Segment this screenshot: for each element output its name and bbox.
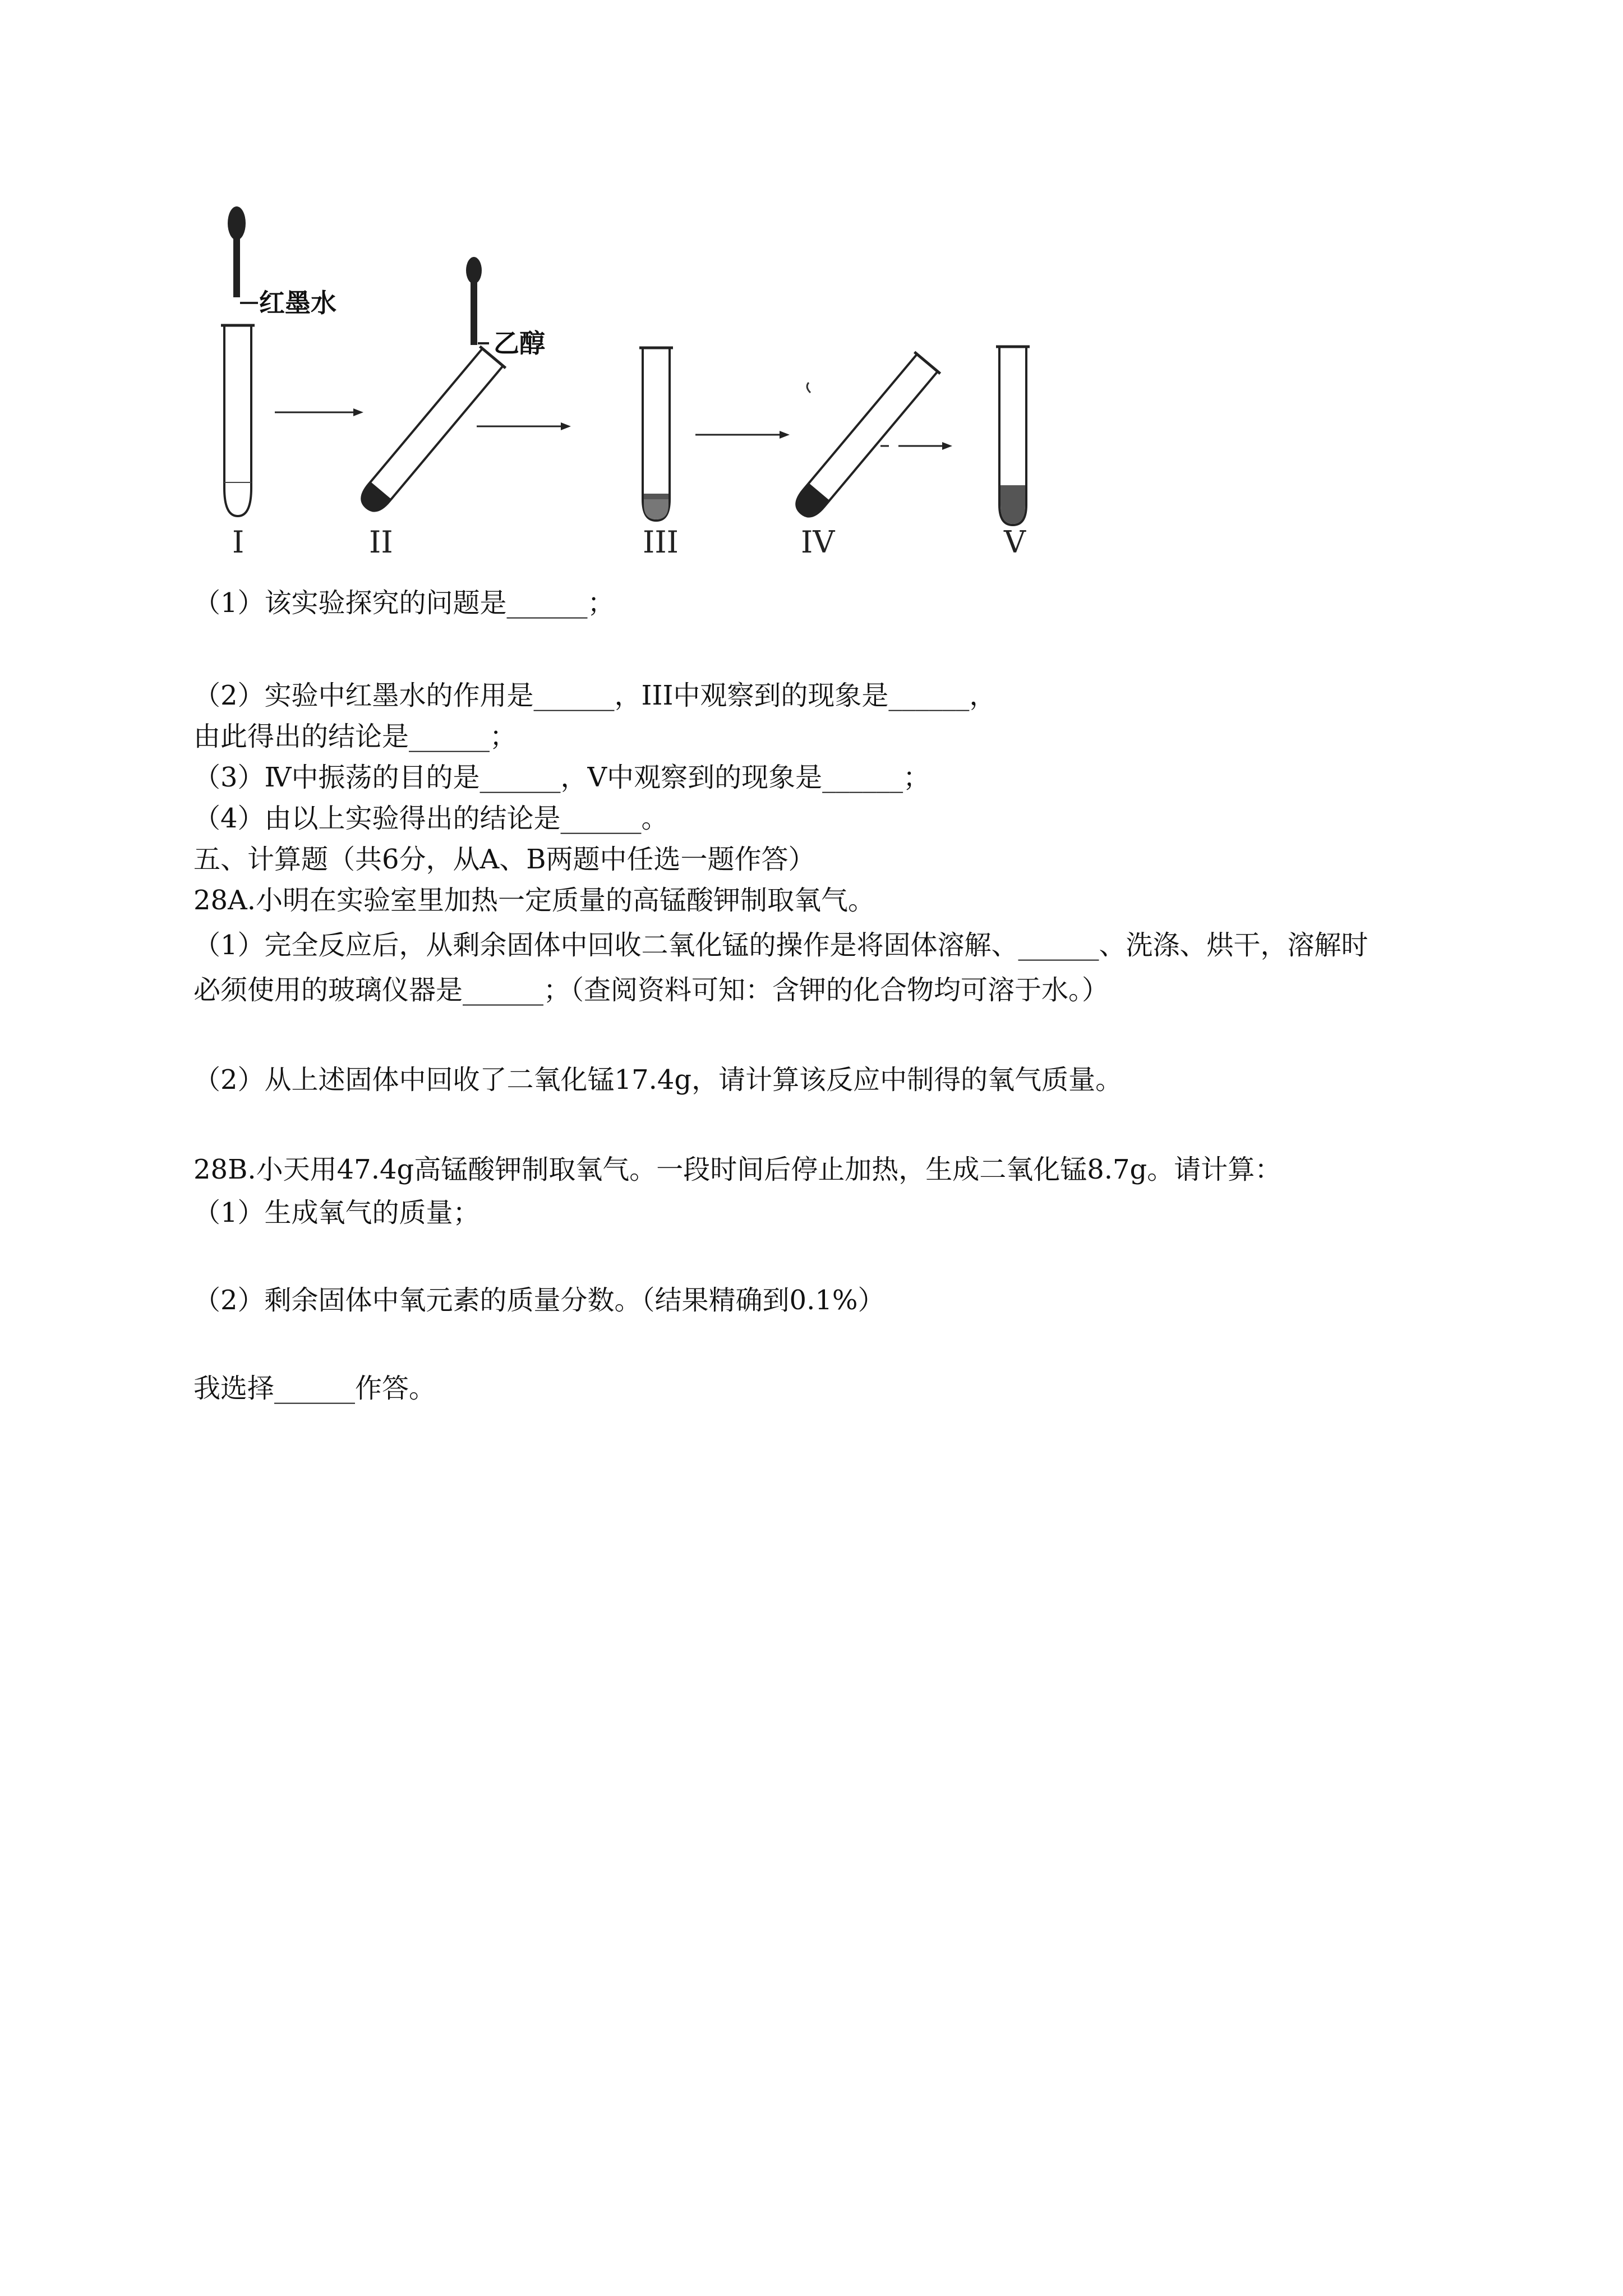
- tube-label-3: III: [643, 524, 679, 560]
- test-tube-5: [996, 347, 1030, 560]
- arrow-2: [477, 422, 571, 430]
- tube-label-5: V: [1004, 524, 1026, 560]
- shake-mark: [807, 383, 810, 393]
- tube-label-4: IV: [801, 524, 835, 560]
- question-1: （1）该实验探究的问题是______；: [193, 587, 615, 619]
- answer-choice: 我选择______作答。: [193, 1373, 436, 1404]
- arrow-1: [275, 408, 363, 416]
- question-3: （3）Ⅳ中振荡的目的是______，Ⅴ中观察到的现象是______；: [193, 762, 930, 793]
- dropper-red-ink: [228, 206, 336, 318]
- experiment-figure: [191, 202, 1110, 561]
- problem-28a-part-1-line-1: （1）完全反应后，从剩余固体中回收二氧化锰的操作是将固体溶解、______、洗涤、烘干，溶解时: [193, 930, 1368, 961]
- test-tube-3: [639, 348, 679, 560]
- tube-label-2: II: [369, 524, 393, 560]
- problem-28a-part-1-line-2: 必须使用的玻璃仪器是______；（查阅资料可知：含钾的化合物均可溶于水。）: [193, 974, 1109, 1006]
- section-5-heading: 五、计算题（共6分，从A、B两题中任选一题作答）: [193, 844, 815, 875]
- problem-28b-part-1: （1）生成氧气的质量；: [193, 1197, 480, 1228]
- problem-28a-part-2: （2）从上述固体中回收了二氧化锰17.4g，请计算该反应中制得的氧气质量。: [193, 1064, 1123, 1096]
- test-tube-2: [354, 347, 506, 519]
- label-red-ink: 红墨水: [259, 288, 336, 318]
- arrow-3: [695, 431, 790, 439]
- question-2-line-1: （2）实验中红墨水的作用是______，III中观察到的现象是______，: [193, 680, 997, 711]
- question-2-line-2: 由此得出的结论是______；: [193, 721, 517, 752]
- problem-28a: 28A.小明在实验室里加热一定质量的高锰酸钾制取氧气。: [193, 885, 875, 916]
- dropper-ethanol: [466, 257, 545, 358]
- question-4: （4）由以上实验得出的结论是______。: [193, 803, 668, 834]
- tube-label-1: I: [232, 524, 245, 560]
- test-tube-4: [789, 352, 940, 524]
- arrow-4: [880, 442, 952, 450]
- problem-28b-part-2: （2）剩余固体中氧元素的质量分数。（结果精确到0.1%）: [193, 1285, 885, 1316]
- test-tube-1: [221, 325, 255, 560]
- label-ethanol: 乙醇: [494, 328, 545, 358]
- problem-28b: 28B.小天用47.4g高锰酸钾制取氧气。一段时间后停止加热，生成二氧化锰8.7g。请计算：: [193, 1154, 1282, 1185]
